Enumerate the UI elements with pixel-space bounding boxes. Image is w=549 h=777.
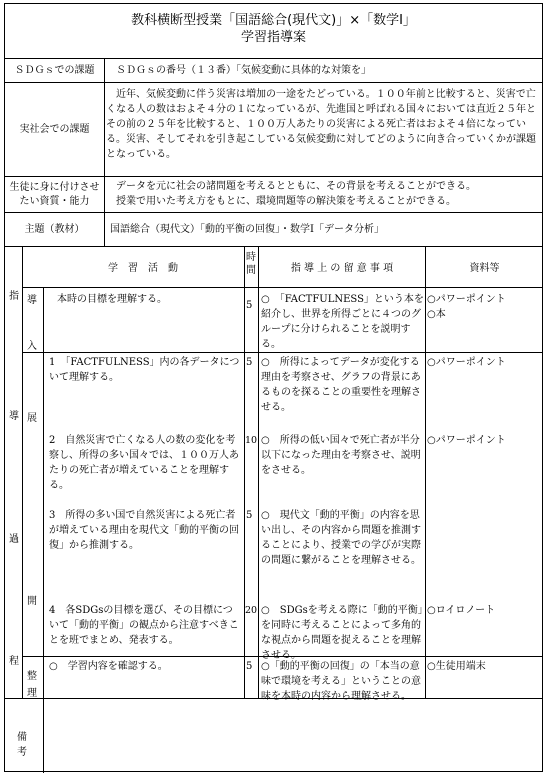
guidance-table bbox=[5, 247, 542, 702]
header-activity: 学 習 活 動 bbox=[108, 263, 178, 274]
row5-materials: ○ロイロノート bbox=[427, 605, 496, 616]
row3-activity: 2 自然災害で亡くなる人の数の変化を考察し、所得の多い国々では、１００万人あたりの死亡者が増えていることを理解する。 bbox=[49, 435, 239, 491]
remarks-label bbox=[15, 730, 29, 760]
ability-value-1: データを元に社会の諸問題を考えるとともに、その背景を考えることができる。 bbox=[106, 181, 476, 192]
row4-notes: ○ 現代文「動的平衡」の内容を思い出し、その内容から問題を推測することにより、授業での学びが実際の問題に繋がることを理解させる。 bbox=[261, 510, 421, 566]
phase-intro-2: 入 bbox=[27, 341, 37, 352]
sdgs-label: ＳＤＧｓでの課題 bbox=[5, 59, 105, 82]
header-time: 時間 bbox=[246, 252, 256, 276]
phase-summary-1: 整 bbox=[27, 671, 37, 682]
phase-summary-2: 理 bbox=[27, 688, 37, 699]
row6-activity: ○ 学習内容を確認する。 bbox=[49, 661, 168, 672]
phase-develop-2: 開 bbox=[27, 596, 37, 607]
side-label-3: 過 bbox=[9, 534, 19, 545]
row6-materials: ○生徒用端末 bbox=[427, 661, 486, 672]
row5-time: 20 bbox=[245, 605, 258, 616]
row3-materials: ○パワーポイント bbox=[427, 435, 506, 446]
remarks-label-1: 備 bbox=[17, 732, 27, 743]
row4-activity: 3 所得の多い国で自然災害による死亡者が増えている理由を現代文「動的平衡の回復」から推測する。 bbox=[49, 510, 239, 551]
society-row bbox=[5, 83, 542, 177]
row6-time: 5 bbox=[246, 661, 253, 672]
remarks-label-2: 考 bbox=[17, 747, 27, 758]
row3-notes: ○ 所得の低い国々で死亡者が半分以下になった理由を考察させ、説明をさせる。 bbox=[261, 435, 421, 476]
row2-materials: ○パワーポイント bbox=[427, 357, 506, 368]
header-materials: 資料等 bbox=[469, 263, 500, 274]
title-line1: 教科横断型授業「国語総合(現代文)」×「数学Ⅰ」 bbox=[131, 13, 416, 28]
row6-notes: ○「動的平衡の回復」の「本当の意味で環境を考える」ということの意味を本時の内容から理解させる。 bbox=[261, 661, 421, 702]
row1-materials: ○パワーポイント ○本 bbox=[427, 294, 506, 320]
lesson-plan-document bbox=[4, 3, 543, 772]
row2-activity: 1 「FACTFULNESS」内の各データについて理解する。 bbox=[49, 357, 240, 383]
side-label-1: 指 bbox=[9, 291, 19, 302]
header-notes: 指 導 上 の 留 意 事 項 bbox=[290, 263, 394, 274]
title-line2: 学習指導案 bbox=[240, 30, 306, 45]
row3-time: 10 bbox=[245, 435, 258, 446]
row5-notes: ○ SDGsを考える際に「動的平衡」を同時に考えることによって多角的な視点から問題を捉えることを理解させる。 bbox=[261, 605, 423, 661]
row1-notes: ○ 「FACTFULNESS」という本を紹介し、世界を所得ごとに４つのグループに分けられることを説明する。 bbox=[261, 294, 424, 350]
sdgs-value: ＳＤＧｓの番号（１３番）「気候変動に具体的な対策を」 bbox=[116, 65, 371, 76]
theme-value: 国語総合（現代文）「動的平衡の回復」・数学Ⅰ「データ分析」 bbox=[110, 224, 384, 235]
row4-time: 5 bbox=[246, 510, 253, 521]
row1-time: 5 bbox=[246, 300, 253, 311]
remarks-section bbox=[5, 698, 542, 773]
document-title bbox=[5, 4, 542, 59]
phase-intro-1: 導 bbox=[27, 295, 37, 306]
row5-activity: 4 各SDGsの目標を選び、その目標について「動的平衡」の観点から注意すべきことを班でまとめ、発表する。 bbox=[49, 605, 239, 646]
row2-notes: ○ 所得によってデータが変化する理由を考察させ、グラフの背景にあるものを探ることの重要性を理解させる。 bbox=[261, 357, 421, 413]
theme-label: 主題（教材） bbox=[5, 213, 105, 246]
side-label-2: 導 bbox=[9, 411, 19, 422]
society-value: 近年、気候変動に伴う災害は増加の一途をたどっている。１００年前と比較すると、災害で亡くなる人の数はおよそ４分の１になっているが、先進国と呼ばれる国々においては直近２５年とその前の２５年を比較すると、１００万人あたりの災害による死亡者はおよそ４倍になっている。災害、そしてそれを引き起こしている気候変動に対してどのように向き合っていくかが課題となっている。 bbox=[106, 89, 536, 160]
society-label: 実社会での課題 bbox=[5, 83, 105, 176]
theme-row bbox=[5, 213, 542, 247]
ability-row bbox=[5, 177, 542, 213]
row1-activity: 本時の目標を理解する。 bbox=[57, 294, 167, 305]
row2-time: 5 bbox=[246, 357, 253, 368]
ability-value bbox=[106, 177, 538, 212]
ability-value-2: 授業で用いた考え方をもとに、環境問題等の解決策を考えることができる。 bbox=[106, 196, 456, 207]
phase-develop-1: 展 bbox=[27, 413, 37, 424]
sdgs-row bbox=[5, 59, 542, 83]
ability-label: 生徒に身に付けさせたい資質・能力 bbox=[5, 177, 105, 212]
side-label-4: 程 bbox=[9, 656, 19, 667]
